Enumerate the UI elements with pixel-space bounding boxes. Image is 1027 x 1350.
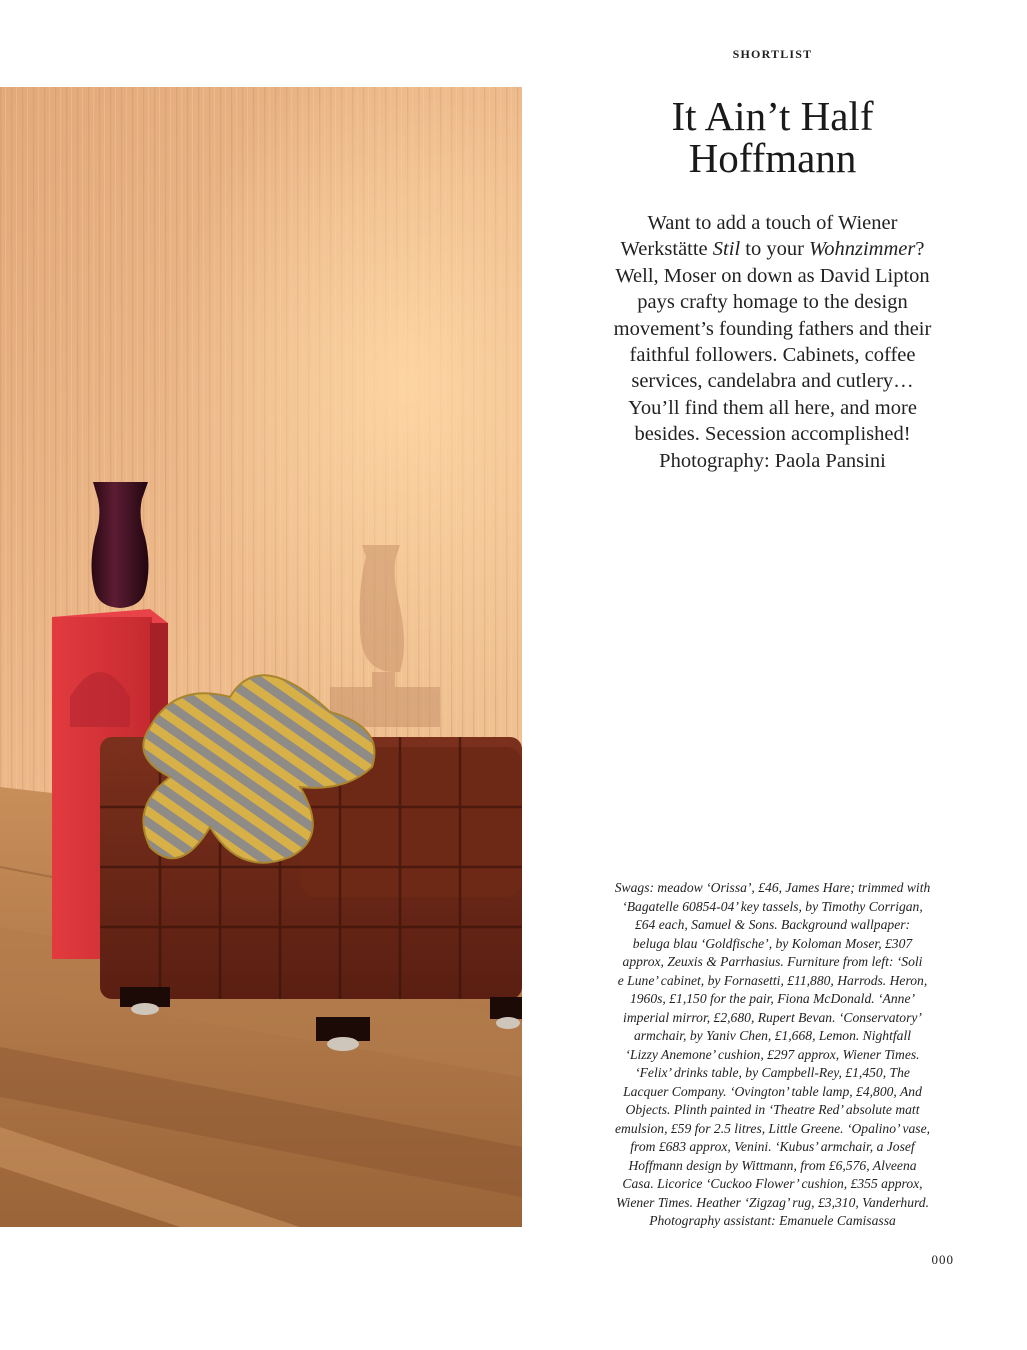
- feature-photo: [0, 87, 522, 1227]
- standfirst-line: besides. Secession accomplished!: [634, 423, 911, 446]
- credit-line: e Lune’ cabinet, by Fornasetti, £11,880, Harrods. Heron,: [617, 972, 928, 988]
- credit-line: ‘Lizzy Anemone’ cushion, £297 approx, Wiener Times.: [625, 1046, 920, 1062]
- credit-line: Wiener Times. Heather ‘Zigzag’ rug, £3,310, Vanderhurd.: [615, 1194, 930, 1210]
- credit-line: 1960s, £1,150 for the pair, Fiona McDonald. ‘Anne’: [629, 991, 916, 1006]
- product-credits: [586, 879, 959, 1231]
- credit-line: imperial mirror, £2,680, Rupert Bevan. ‘Conservatory’: [623, 1009, 922, 1025]
- credit-line: approx, Zeuxis & Parrhasius. Furniture from left: ‘Soli: [622, 954, 923, 969]
- standfirst-line: Want to add a touch of Wiener: [647, 212, 898, 234]
- page-title: [570, 95, 975, 179]
- credit-line: £64 each, Samuel & Sons. Background wallpaper:: [634, 917, 911, 932]
- credit-line: armchair, by Yaniv Chen, £1,668, Lemon. Nightfall: [633, 1028, 912, 1043]
- credit-line: ‘Bagatelle 60854-04’ key tassels, by Timothy Corrigan,: [622, 898, 923, 914]
- purple-vase: [92, 482, 149, 608]
- credit-line: beluga blau ‘Goldfische’, by Koloman Moser, £307: [632, 935, 913, 951]
- standfirst-line: pays crafty homage to the design: [637, 291, 908, 314]
- standfirst-line: movement’s founding fathers and their: [613, 317, 932, 340]
- section-label: SHORTLIST: [732, 47, 813, 61]
- standfirst-line: faithful followers. Cabinets, coffee: [629, 344, 916, 367]
- page-number: 000: [931, 1252, 954, 1267]
- standfirst-line: You’ll find them all here, and more: [628, 396, 917, 419]
- standfirst-line: services, candelabra and cutlery…: [631, 370, 914, 393]
- credit-line: Lacquer Company. ‘Ovington’ table lamp, £4,800, And: [623, 1083, 922, 1099]
- credit-line: Casa. Licorice ‘Cuckoo Flower’ cushion, £355 approx,: [622, 1176, 923, 1191]
- credit-line: Hoffmann design by Wittmann, from £6,576, Alveena: [628, 1157, 917, 1173]
- credit-line: Swags: meadow ‘Orissa’, £46, James Hare; trimmed with: [614, 880, 931, 895]
- credit-line: ‘Felix’ drinks table, by Campbell-Rey, £1,450, The: [635, 1065, 910, 1080]
- title-line-2: Hoffmann: [688, 135, 857, 181]
- standfirst-line: Werkstätte Stil to your Wohnzimmer?: [620, 238, 925, 261]
- credit-line: from £683 approx, Venini. ‘Kubus’ armchair, a Josef: [630, 1139, 915, 1154]
- standfirst: [590, 210, 955, 474]
- photo-credit: Photography: Paola Pansini: [659, 449, 886, 472]
- standfirst-line: Well, Moser on down as David Lipton: [615, 264, 930, 287]
- credit-line: emulsion, £59 for 2.5 litres, Little Greene. ‘Opalino’ vase,: [614, 1120, 930, 1136]
- credit-line: Photography assistant: Emanuele Camisassa: [649, 1213, 896, 1228]
- title-line-1: It Ain’t Half: [671, 93, 874, 139]
- credit-line: Objects. Plinth painted in ‘Theatre Red’ absolute matt: [625, 1102, 920, 1117]
